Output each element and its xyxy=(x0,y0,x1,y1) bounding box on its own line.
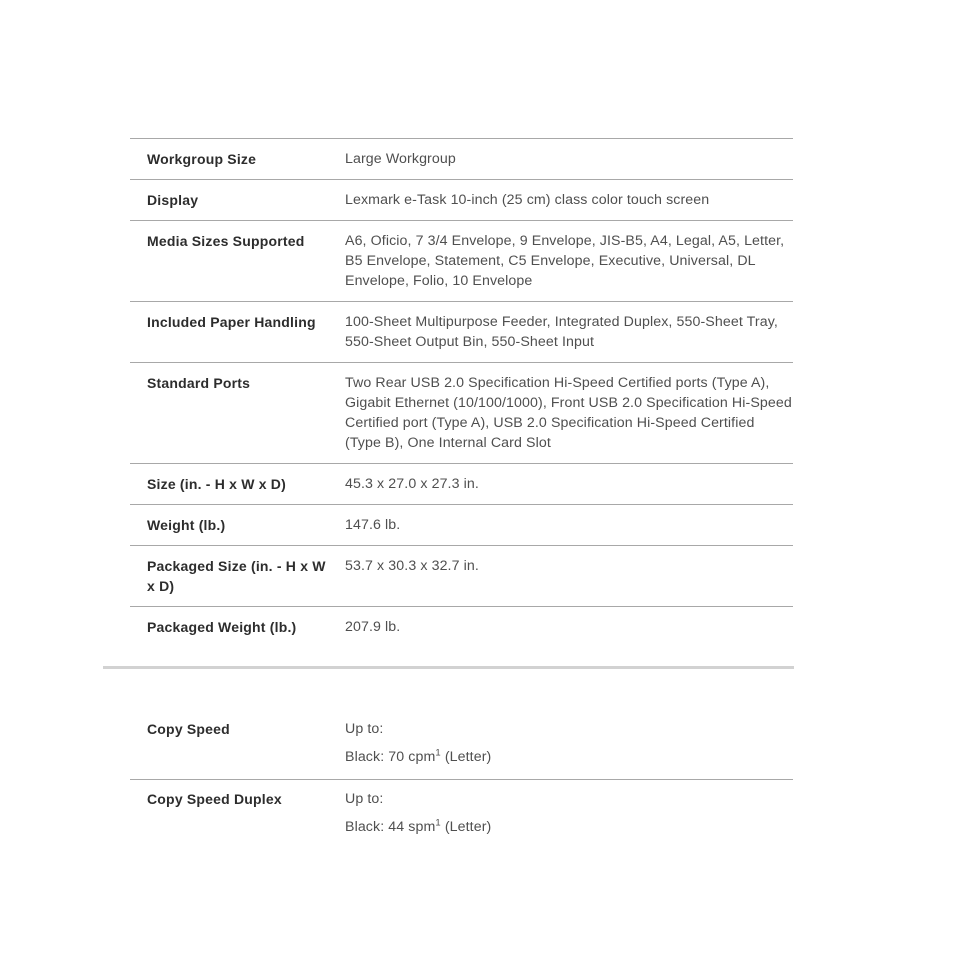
spec-row-workgroup-size xyxy=(130,138,793,179)
section-divider xyxy=(103,666,794,669)
spec-value: 207.9 lb. xyxy=(345,619,401,635)
spec-label: Standard Ports xyxy=(147,375,251,391)
spec-row-weight xyxy=(130,504,793,545)
spec-label: Display xyxy=(147,192,199,208)
spec-label: Copy Speed Duplex xyxy=(147,791,282,807)
spec-value: 100-Sheet Multipurpose Feeder, Integrated Duplex, 550-Sheet Tray, 550-Sheet Output Bin, 550-Sheet Input xyxy=(345,314,778,350)
copy-speed-table xyxy=(130,710,793,849)
copy-speed-duplex-up-to: Up to: xyxy=(345,791,384,807)
spec-label: Included Paper Handling xyxy=(147,314,316,330)
spec-label: Size (in. - H x W x D) xyxy=(147,476,286,492)
footnote-superscript: 1 xyxy=(435,747,441,759)
spec-value: Two Rear USB 2.0 Specification Hi-Speed Certified ports (Type A), Gigabit Ethernet (10/100/1000), Front USB 2.0 Specification Hi-Speed Certified port (Type A), USB 2.0 Specification Hi-Speed Certified (Type B), One Internal Card Slot xyxy=(345,375,792,451)
copy-speed-value-suffix: (Letter) xyxy=(440,749,492,765)
copy-speed-value-text: Black: 70 cpm xyxy=(345,749,436,765)
spec-value: Lexmark e-Task 10-inch (25 cm) class color touch screen xyxy=(345,192,710,208)
copy-speed-up-to: Up to: xyxy=(345,721,384,737)
copy-speed-duplex-value-suffix: (Letter) xyxy=(440,819,492,835)
spec-row-size xyxy=(130,463,793,504)
spec-value: Large Workgroup xyxy=(345,151,456,167)
spec-value: 45.3 x 27.0 x 27.3 in. xyxy=(345,476,479,492)
spec-value: A6, Oficio, 7 3/4 Envelope, 9 Envelope, JIS-B5, A4, Legal, A5, Letter, B5 Envelope, Statement, C5 Envelope, Executive, Universal, DL Envelope, Folio, 10 Envelope xyxy=(345,233,785,289)
spec-label: Packaged Weight (lb.) xyxy=(147,619,297,635)
spec-label: Copy Speed xyxy=(147,721,230,737)
spec-row-packaged-size xyxy=(130,545,793,606)
spec-row-paper-handling xyxy=(130,301,793,362)
copy-speed-duplex-black-rating xyxy=(345,817,793,837)
spec-row-copy-speed-duplex xyxy=(130,779,793,849)
spec-value xyxy=(345,780,793,849)
copy-speed-duplex-value-text: Black: 44 spm xyxy=(345,819,436,835)
spec-value: 53.7 x 30.3 x 32.7 in. xyxy=(345,558,479,574)
spec-value xyxy=(345,710,793,779)
copy-speed-black-rating xyxy=(345,747,793,767)
spec-row-copy-speed xyxy=(130,710,793,779)
spec-label: Workgroup Size xyxy=(147,151,257,167)
spec-label: Media Sizes Supported xyxy=(147,233,305,249)
spec-label: Packaged Size (in. - H x W x D) xyxy=(147,558,326,594)
spec-table xyxy=(130,138,793,647)
spec-row-packaged-weight xyxy=(130,606,793,647)
spec-row-standard-ports xyxy=(130,362,793,463)
spec-row-display xyxy=(130,179,793,220)
spec-value: 147.6 lb. xyxy=(345,517,401,533)
spec-label: Weight (lb.) xyxy=(147,517,226,533)
footnote-superscript: 1 xyxy=(435,817,441,829)
spec-row-media-sizes xyxy=(130,220,793,301)
